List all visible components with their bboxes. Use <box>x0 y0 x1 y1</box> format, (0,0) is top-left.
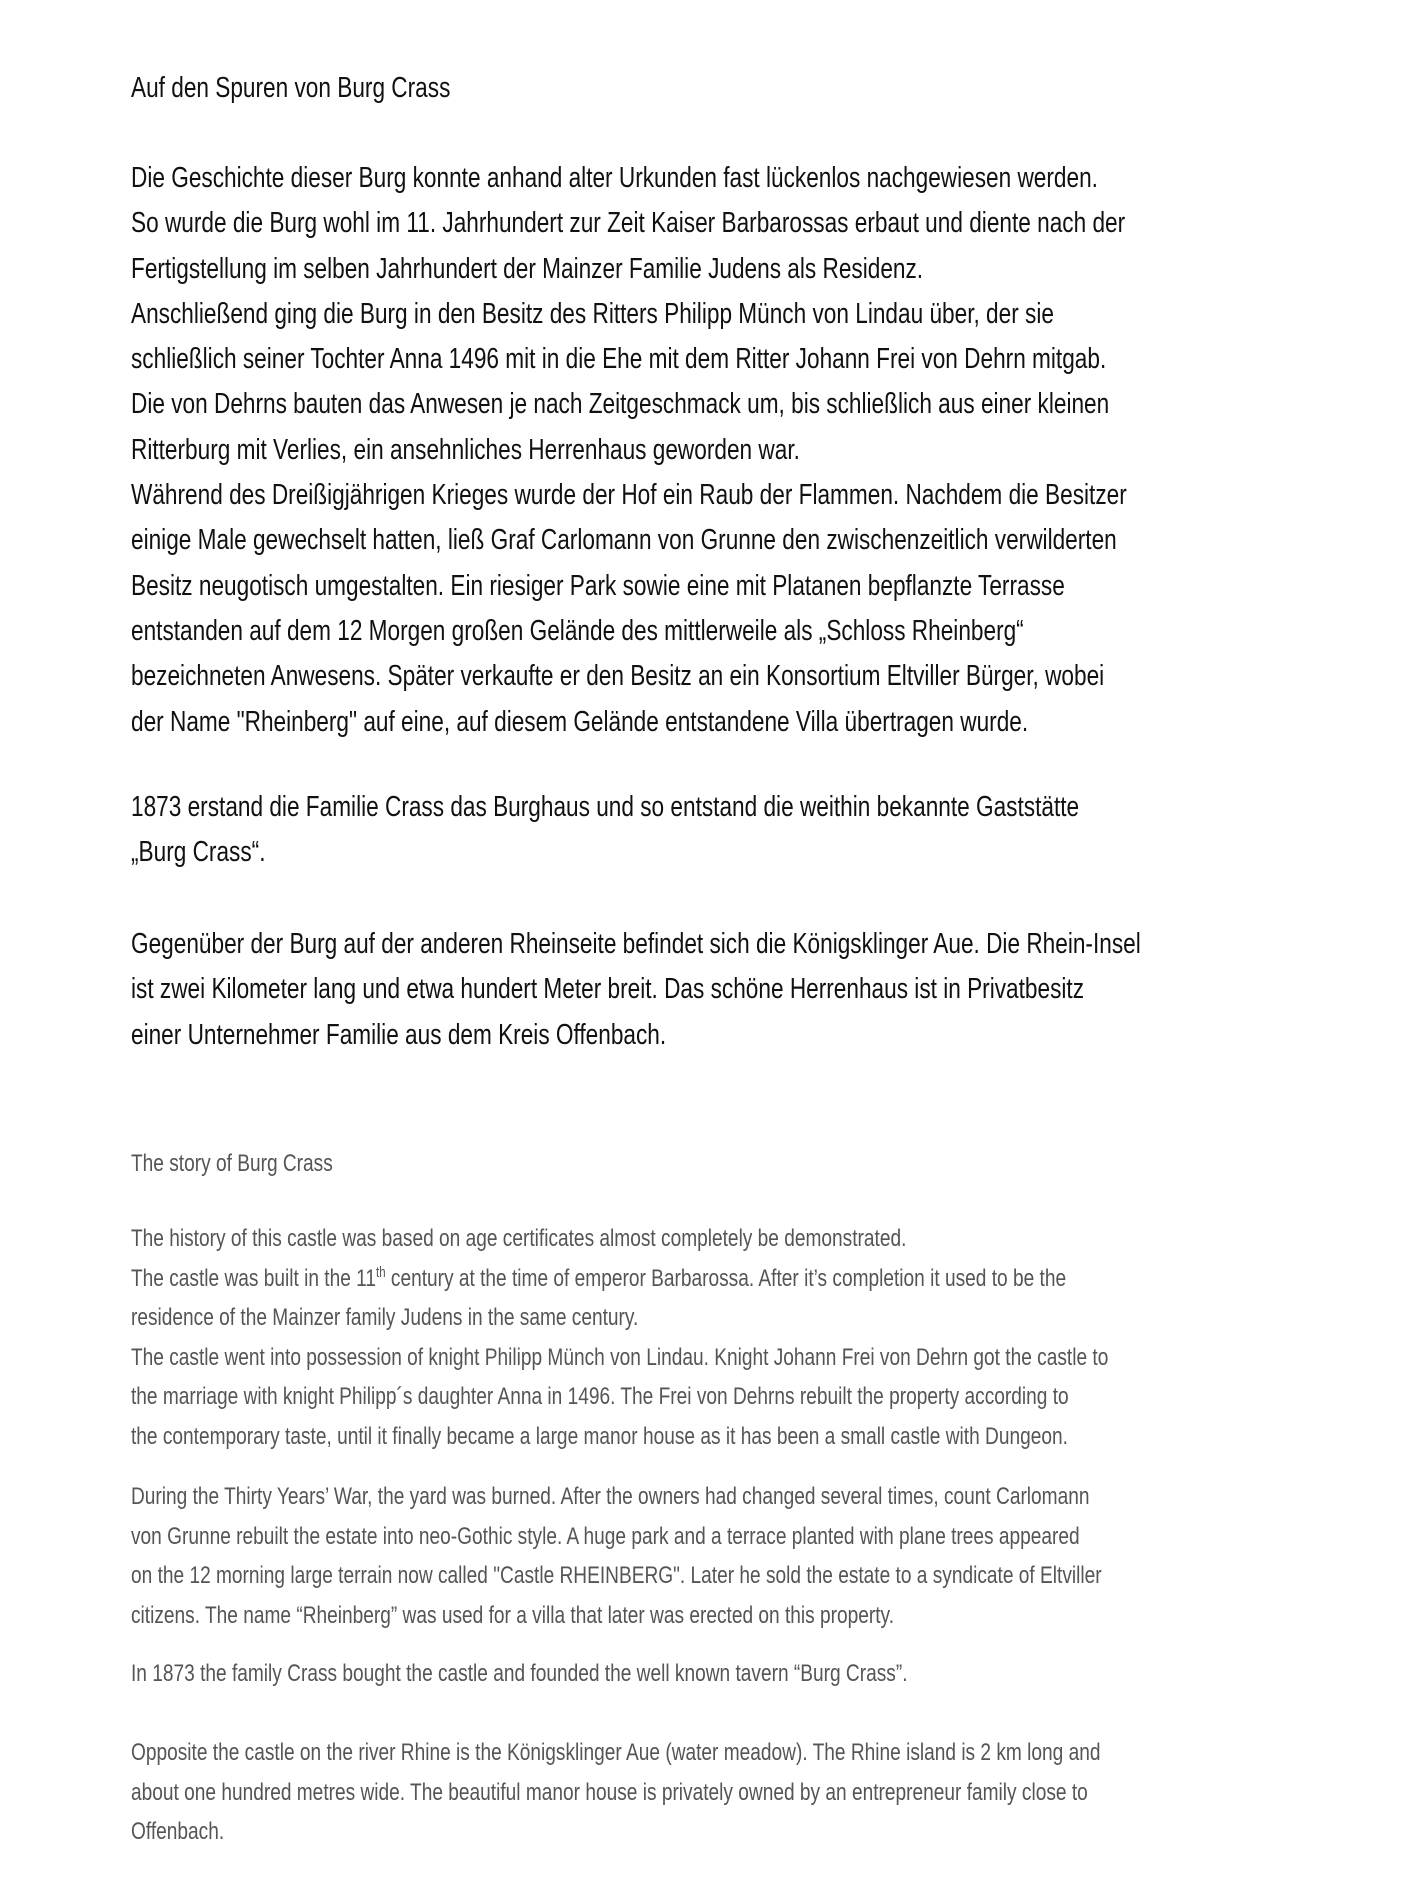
text-line: In 1873 the family Crass bought the castle and founded the well known tavern “Burg Crass”. <box>131 1660 908 1687</box>
text-line <box>131 1259 1285 1299</box>
text-line: citizens. The name “Rheinberg” was used for a villa that later was erected on this property. <box>131 1601 895 1629</box>
english-paragraph-island <box>131 1733 1285 1852</box>
english-paragraph-1873 <box>131 1654 1285 1694</box>
text-line: residence of the Mainzer family Judens in the same century. <box>131 1304 639 1331</box>
german-paragraph-island <box>131 922 1285 1058</box>
text-line: einige Male gewechselt hatten, ließ Graf Carlomann von Grunne den zwischenzeitlich verwilderten <box>131 524 1117 557</box>
text-line: von Grunne rebuilt the estate into neo-Gothic style. A huge park and a terrace planted with plane trees appeared <box>131 1522 1080 1550</box>
text-line: The castle went into possession of knight Philipp Münch von Lindau. Knight Johann Frei von Dehrn got the castle to <box>131 1343 1109 1371</box>
text-span: century at the time of emperor Barbarossa. After it’s completion it used to be the <box>385 1264 1067 1292</box>
text-line: „Burg Crass“. <box>131 836 266 869</box>
text-span: The castle was built in the 11 <box>131 1264 377 1292</box>
english-paragraph-war <box>131 1477 1285 1635</box>
text-line: ist zwei Kilometer lang und etwa hundert Meter breit. Das schöne Herrenhaus ist in Privatbesitz <box>131 973 1085 1006</box>
text-line: the marriage with knight Philipp´s daughter Anna in 1496. The Frei von Dehrns rebuilt the property according to <box>131 1383 1069 1410</box>
text-line: Während des Dreißigjährigen Krieges wurde der Hof ein Raub der Flammen. Nachdem die Besitzer <box>131 479 1127 512</box>
english-paragraph-history <box>131 1219 1285 1456</box>
text-line: the contemporary taste, until it finally became a large manor house as it has been a small castle with Dungeon. <box>131 1422 1068 1450</box>
german-title <box>131 66 1285 111</box>
german-paragraph-history <box>131 156 1285 745</box>
text-line: Opposite the castle on the river Rhine is the Königsklinger Aue (water meadow). The Rhine island is 2 km long and <box>131 1739 1101 1766</box>
text-line: Besitz neugotisch umgestalten. Ein riesiger Park sowie eine mit Platanen bepflanzte Terrasse <box>131 569 1065 602</box>
german-paragraph-1873 <box>131 785 1285 876</box>
heading-text: Auf den Spuren von Burg Crass <box>131 72 451 104</box>
text-line: Anschließend ging die Burg in den Besitz des Ritters Philipp Münch von Lindau über, der sie <box>131 297 1054 330</box>
text-line: schließlich seiner Tochter Anna 1496 mit in die Ehe mit dem Ritter Johann Frei von Dehrn mitgab. <box>131 343 1107 376</box>
text-line: Offenbach. <box>131 1818 225 1845</box>
text-line: The history of this castle was based on age certificates almost completely be demonstrated. <box>131 1225 907 1252</box>
text-line: During the Thirty Years’ War, the yard was burned. After the owners had changed several times, count Carlomann <box>131 1483 1090 1510</box>
text-line: Fertigstellung im selben Jahrhundert der Mainzer Familie Judens als Residenz. <box>131 252 924 285</box>
text-line: about one hundred metres wide. The beautiful manor house is privately owned by an entrepreneur family close to <box>131 1778 1088 1806</box>
text-line: on the 12 morning large terrain now called "Castle RHEINBERG". Later he sold the estate to a syndicate of Eltviller <box>131 1562 1102 1589</box>
text-line: der Name "Rheinberg" auf eine, auf diesem Gelände entstandene Villa übertragen wurde. <box>131 705 1029 738</box>
text-line: einer Unternehmer Familie aus dem Kreis Offenbach. <box>131 1018 667 1051</box>
text-line: Gegenüber der Burg auf der anderen Rheinseite befindet sich die Königsklinger Aue. Die Rhein-Insel <box>131 928 1141 960</box>
text-line: Die Geschichte dieser Burg konnte anhand alter Urkunden fast lückenlos nachgewiesen werden. <box>131 162 1098 194</box>
text-line: entstanden auf dem 12 Morgen großen Gelände des mittlerweile als „Schloss Rheinberg“ <box>131 614 1024 647</box>
text-line: 1873 erstand die Familie Crass das Burghaus und so entstand die weithin bekannte Gaststätte <box>131 791 1080 823</box>
ordinal-superscript: th <box>376 1264 386 1281</box>
text-line: Die von Dehrns bauten das Anwesen je nach Zeitgeschmack um, bis schließlich aus einer kleinen <box>131 388 1110 421</box>
heading-text: The story of Burg Crass <box>131 1150 333 1177</box>
text-line: So wurde die Burg wohl im 11. Jahrhundert zur Zeit Kaiser Barbarossas erbaut und diente nach der <box>131 207 1126 240</box>
text-line: Ritterburg mit Verlies, ein ansehnliches Herrenhaus geworden war. <box>131 433 800 466</box>
english-title <box>131 1144 1285 1184</box>
text-line: bezeichneten Anwesens. Später verkaufte er den Besitz an ein Konsortium Eltviller Bürger, wobei <box>131 660 1105 693</box>
